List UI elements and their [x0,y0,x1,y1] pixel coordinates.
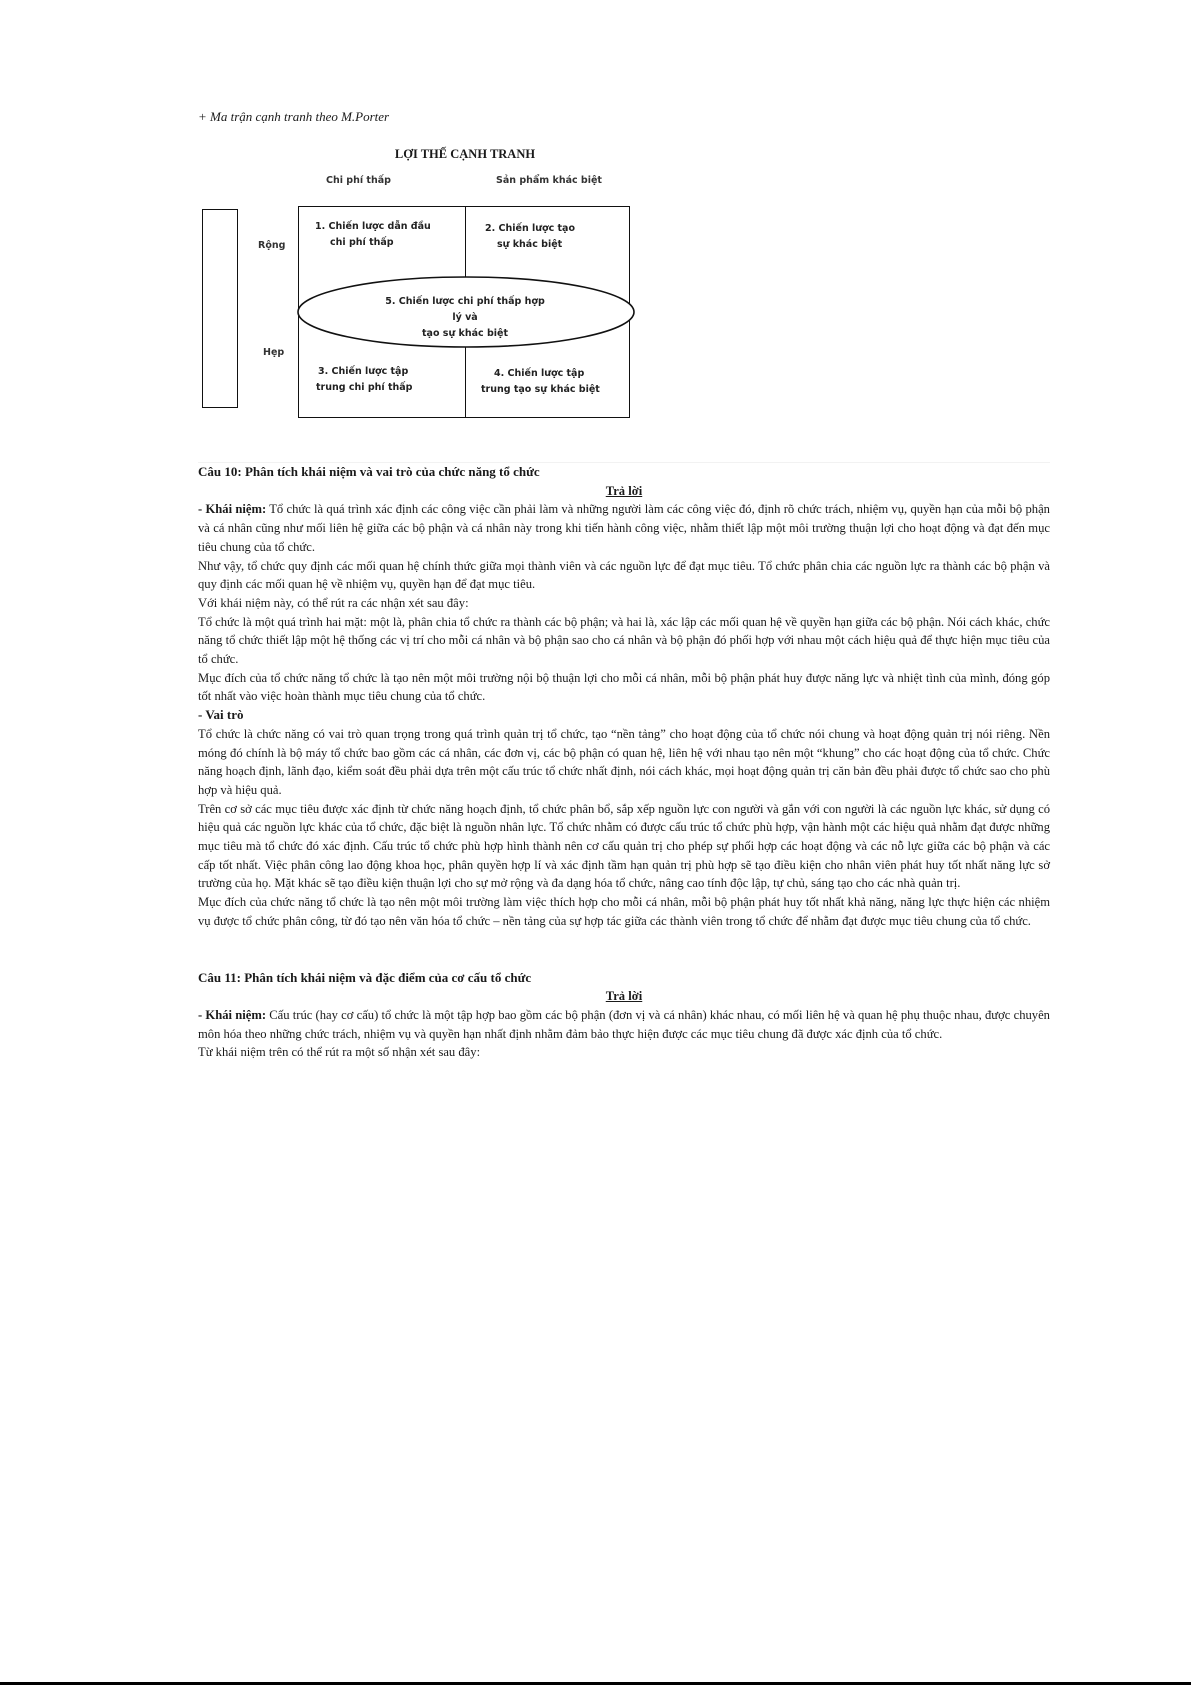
row-label-narrow: Hẹp [263,347,285,358]
concept-label: - Khái niệm: [198,502,267,517]
paragraph: Trên cơ sở các mục tiêu được xác định từ chức năng hoạch định, tổ chức phân bổ, sắp xếp nguồn lực con người và gắn với con người là các nguồn lực khác, sử dụng có hiệu quả các nguồn lực khác của tổ chức, đặc biệt là nguồn nhân lực. Tổ chức nhằm có được cấu trúc tổ chức phù hợp, vận hành một các hiệu quả nhằm đạt được những mục tiêu mà tổ chức đó xác định. Cấu trúc tổ chức phù hợp hình thành nên cơ cấu quản trị cho phép sự phối hợp các hoạt động và các nỗ lực giữa các bộ phận và các cấp tốt nhất. Việc phân công lao động khoa học, phân quyền hợp lí và xác định tầm hạn quản trị phù hợp sẽ tạo điều kiện cho nhân viên phát huy tốt nhất năng lực sở trường của họ. Mặt khác sẽ tạo điều kiện thuận lợi cho sự mở rộng và đa dạng hóa tổ chức, nâng cao tính độc lập, tự chủ, sáng tạo cho các nhà quản trị. [198,801,1050,891]
cell-text: 5. Chiến lược chi phí thấp hợp lý và [385,296,545,323]
paragraph: Tổ chức là chức năng có vai trò quan trọng trong quá trình quản trị tổ chức, tạo “nền tảng” cho hoạt động của tổ chức nói chung và hoạt động quản trị nói riêng. Nền móng đó chính là bộ máy tổ chức bao gồm các cá nhân, các đơn vị, các bộ phận có quan hệ, liên hệ với nhau tạo nên một “khung” cho các hoạt động của tổ chức. Chức năng hoạch định, lãnh đạo, kiểm soát đều phải dựa trên một cấu trúc tổ chức nhất định, nói cách khác, mọi hoạt động quản trị căn bản đều phải được tổ chức sao cho phù hợp và hiệu quả. [198,726,1050,797]
divider-top [465,206,466,278]
paragraph: Từ khái niệm trên có thể rút ra một số nhận xét sau đây: [198,1045,481,1060]
cell-cost-leadership [315,219,431,251]
cell-text: trung tạo sự khác biệt [481,384,600,395]
question-heading: Câu 10: Phân tích khái niệm và vai trò của chức năng tổ chức [198,464,540,479]
cell-text: tạo sự khác biệt [422,328,508,339]
column-label-differentiation: Sản phẩm khác biệt [496,175,602,186]
question-heading: Câu 11: Phân tích khái niệm và đặc điểm của cơ cấu tổ chức [198,969,532,985]
role-label: - Vai trò [198,707,244,723]
diagram-title: LỢI THẾ CẠNH TRANH [394,147,536,161]
cell-hybrid [380,294,550,342]
paragraph [198,1006,1050,1043]
cell-text: 4. Chiến lược tập [494,368,585,379]
cell-text: 3. Chiến lược tập [318,366,409,377]
paragraph: Như vậy, tổ chức quy định các mối quan hệ chính thức giữa mọi thành viên và các nguồn lực để đạt mục tiêu. Tổ chức phân chia các nguồn lực ra thành các bộ phận và quy định các mối quan hệ về nhiệm vụ, quyền hạn để đạt mục tiêu. [198,558,1050,592]
concept-label: - Khái niệm: [198,1007,267,1022]
cell-differentiation [485,221,575,253]
paragraph: Tổ chức là một quá trình hai mặt: một là, phân chia tổ chức ra thành các bộ phận; và hai là, xác lập các mối quan hệ về quyền hạn giữa các bộ phận. Nói cách khác, chức năng tổ chức thiết lập một hệ thống các vị trí cho mỗi cá nhân và bộ phận sao cho cá nhân và bộ phận đó phối hợp với nhau một cách hiệu quả để thực hiện mục tiêu của tổ chức. [198,614,1050,667]
paragraph-text: Tổ chức là quá trình xác định các công việc cần phải làm và những người làm các công việc đó, định rõ chức trách, nhiệm vụ, quyền hạn của mỗi bộ phận và cá nhân cũng như mối liên hệ giữa các bộ phận và cá nhân này trong khi tiến hành công việc, nhằm thiết lập một môi trường thuận lợi cho hoạt động và đạt đến mục tiêu chung của tổ chức. [198,502,1050,554]
diagram-caption: + Ma trận cạnh tranh theo M.Porter [198,109,390,124]
cell-differentiation-focus [481,366,600,398]
paragraph: Mục đích của tổ chức năng tổ chức là tạo nên một môi trường nội bộ thuận lợi cho mỗi cá nhân, mỗi bộ phận phát huy được năng lực và nhiệt tình của mình, đóng góp tốt nhất vào việc hoàn thành mục tiêu chung của tổ chức. [198,670,1050,704]
document-body [198,462,1050,1062]
cell-text: sự khác biệt [497,239,563,250]
paragraph: Với khái niệm này, có thể rút ra các nhận xét sau đây: [198,595,469,610]
cell-text: 2. Chiến lược tạo [485,223,575,234]
answer-label: Trả lời [605,989,643,1004]
paragraph [198,500,1050,556]
column-label-low-cost: Chi phí thấp [326,175,391,186]
question-11 [198,969,1050,1063]
cell-text: chi phí thấp [330,237,394,248]
cell-text: trung chi phí thấp [316,382,413,393]
scope-bar [202,209,238,408]
answer-label: Trả lời [605,483,643,498]
question-10 [198,463,1050,931]
divider-bottom [465,347,466,418]
row-label-broad: Rộng [258,240,286,251]
cell-text: 1. Chiến lược dẫn đầu [315,221,431,232]
paragraph-text: Cấu trúc (hay cơ cấu) tổ chức là một tập hợp bao gồm các bộ phận (đơn vị và cá nhân) khác nhau, có mối liên hệ và quan hệ phụ thuộc nhau, được chuyên môn hóa theo những chức trách, nhiệm vụ và quyền hạn nhất định nhằm đảm bảo thực hiện được các mục tiêu chung đã được xác định của tổ chức. [198,1007,1050,1041]
paragraph: Mục đích của chức năng tổ chức là tạo nên một môi trường làm việc thích hợp cho mỗi cá nhân, mỗi bộ phận phát huy tốt nhất khả năng, năng lực thực hiện các nhiệm vụ được tổ chức phân công, từ đó tạo nên văn hóa tổ chức – nền tảng của sự hợp tác giữa các thành viên trong tổ chức để nhằm đạt được mục tiêu chung của tổ chức. [198,895,1050,928]
cell-cost-focus [316,364,412,396]
